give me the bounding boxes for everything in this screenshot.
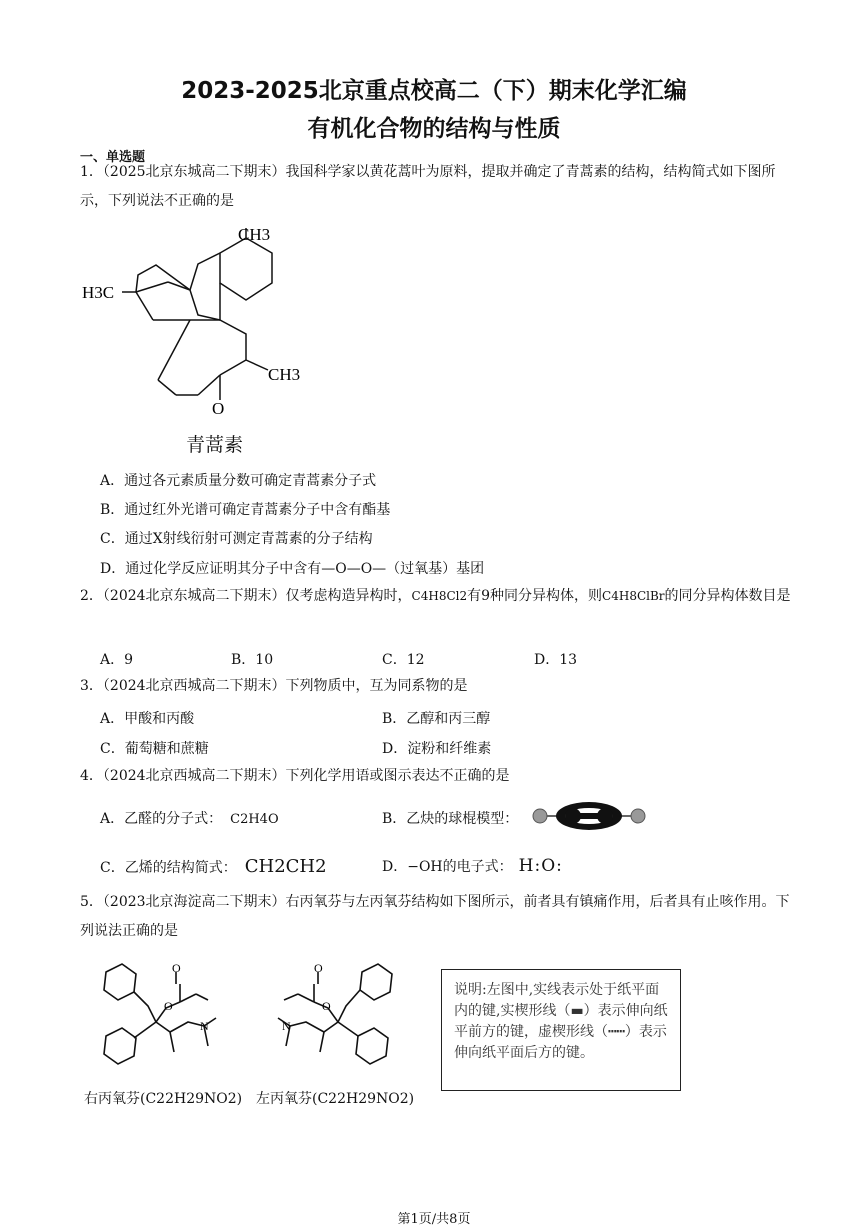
q2-stem-pre: 2．（2024北京东城高二下期末）仅考虑构造异构时，: [80, 588, 412, 604]
acetylene-ball-stick-model: [530, 800, 648, 832]
q1-option-d: D．通过化学反应证明其分子中含有—O—O—（过氧基）基团: [100, 561, 485, 577]
q2-option-d: D．13: [534, 652, 578, 668]
q2-formula-1: C4H8Cl2: [411, 589, 468, 603]
q4-option-b: [382, 808, 518, 828]
dextropropoxyphene-structure: [84, 962, 254, 1082]
question-2-stem: [80, 582, 795, 611]
q1-option-a: A．通过各元素质量分数可确定青蒿素分子式: [100, 473, 377, 489]
caption-dextropropoxyphene: 右丙氧芬(C22H29NO2): [84, 1091, 243, 1107]
section-heading: 一、单选题: [80, 150, 146, 165]
page-title: 2023-2025北京重点校高二（下）期末化学汇编: [181, 78, 687, 104]
artemisinin-structure: [78, 220, 318, 420]
q3-option-d: D．淀粉和纤维素: [382, 741, 492, 757]
q5-left-o2-label: O: [164, 999, 173, 1013]
ch3-right-label: CH3: [268, 365, 301, 384]
q3-option-b: B．乙醇和丙三醇: [382, 711, 491, 727]
q5-left-n-label: N: [200, 1019, 209, 1033]
q2-option-a: A．9: [100, 652, 134, 668]
h3c-label: H3C: [82, 283, 115, 302]
q4-option-d: [382, 856, 563, 876]
q5-left-o-label: O: [172, 962, 181, 975]
q4-option-c-formula: CH2CH2: [244, 856, 327, 877]
q5-right-o-label: O: [314, 962, 323, 975]
q4-option-d-label: D．−OH的电子式：: [382, 859, 513, 875]
q4-option-d-formula: H:O:: [518, 856, 563, 876]
figure-caption-artemisinin: 青蒿素: [186, 434, 244, 456]
caption-levopropoxyphene: 左丙氧芬(C22H29NO2): [256, 1091, 415, 1107]
question-3-stem: 3．（2024北京西城高二下期末）下列物质中，互为同系物的是: [80, 678, 468, 694]
question-5-stem: 5．（2023北京海淀高二下期末）右丙氧芬与左丙氧芬结构如下图所示，前者具有镇痛作用，后者具有止咳作用。下列说法正确的是: [80, 894, 790, 939]
q2-formula-2: C4H8ClBr: [602, 589, 665, 603]
question-1-stem: 1．（2025北京东城高二下期末）我国科学家以黄花蒿叶为原料，提取并确定了青蒿素的结构，结构简式如下图所示，下列说法不正确的是: [80, 164, 776, 209]
q2-option-c: C．12: [382, 652, 425, 668]
q1-option-b: B．通过红外光谱可确定青蒿素分子中含有酯基: [100, 502, 391, 518]
q5-right-o2-label: O: [322, 999, 331, 1013]
q5-right-n-label: N: [282, 1019, 291, 1033]
q4-option-b-label: B．乙炔的球棍模型：: [382, 811, 519, 827]
levopropoxyphene-structure: [254, 962, 424, 1082]
legend-note-box: 说明:左图中,实线表示处于纸平面内的键,实楔形线（▬）表示伸向纸平前方的键，虚楔形线（┅┅）表示伸向纸平面后方的键。: [441, 969, 681, 1091]
q4-option-c-label: C．乙烯的结构简式：: [100, 860, 237, 876]
carbonyl-o-label: O: [212, 399, 225, 418]
q2-stem-mid: 有9种同分异构体，则: [467, 588, 603, 604]
page-footer: 第1页/共8页: [397, 1212, 471, 1227]
q2-option-b: B．10: [231, 652, 274, 668]
page-subtitle: 有机化合物的结构与性质: [307, 116, 561, 142]
question-4-stem: 4．（2024北京西城高二下期末）下列化学用语或图示表达不正确的是: [80, 768, 510, 784]
q4-option-a: [100, 808, 279, 828]
q1-option-c: C．通过X射线衍射可测定青蒿素的分子结构: [100, 531, 373, 547]
q4-option-a-formula: C2H4O: [230, 812, 279, 827]
q4-option-c: [100, 856, 327, 877]
q4-option-a-label: A．乙醛的分子式：: [100, 811, 223, 827]
q2-stem-post: 的同分异构体数目是: [664, 588, 791, 604]
ch3-top-label: CH3: [238, 225, 271, 244]
q3-option-a: A．甲酸和丙酸: [100, 711, 195, 727]
q3-option-c: C．葡萄糖和蔗糖: [100, 741, 209, 757]
